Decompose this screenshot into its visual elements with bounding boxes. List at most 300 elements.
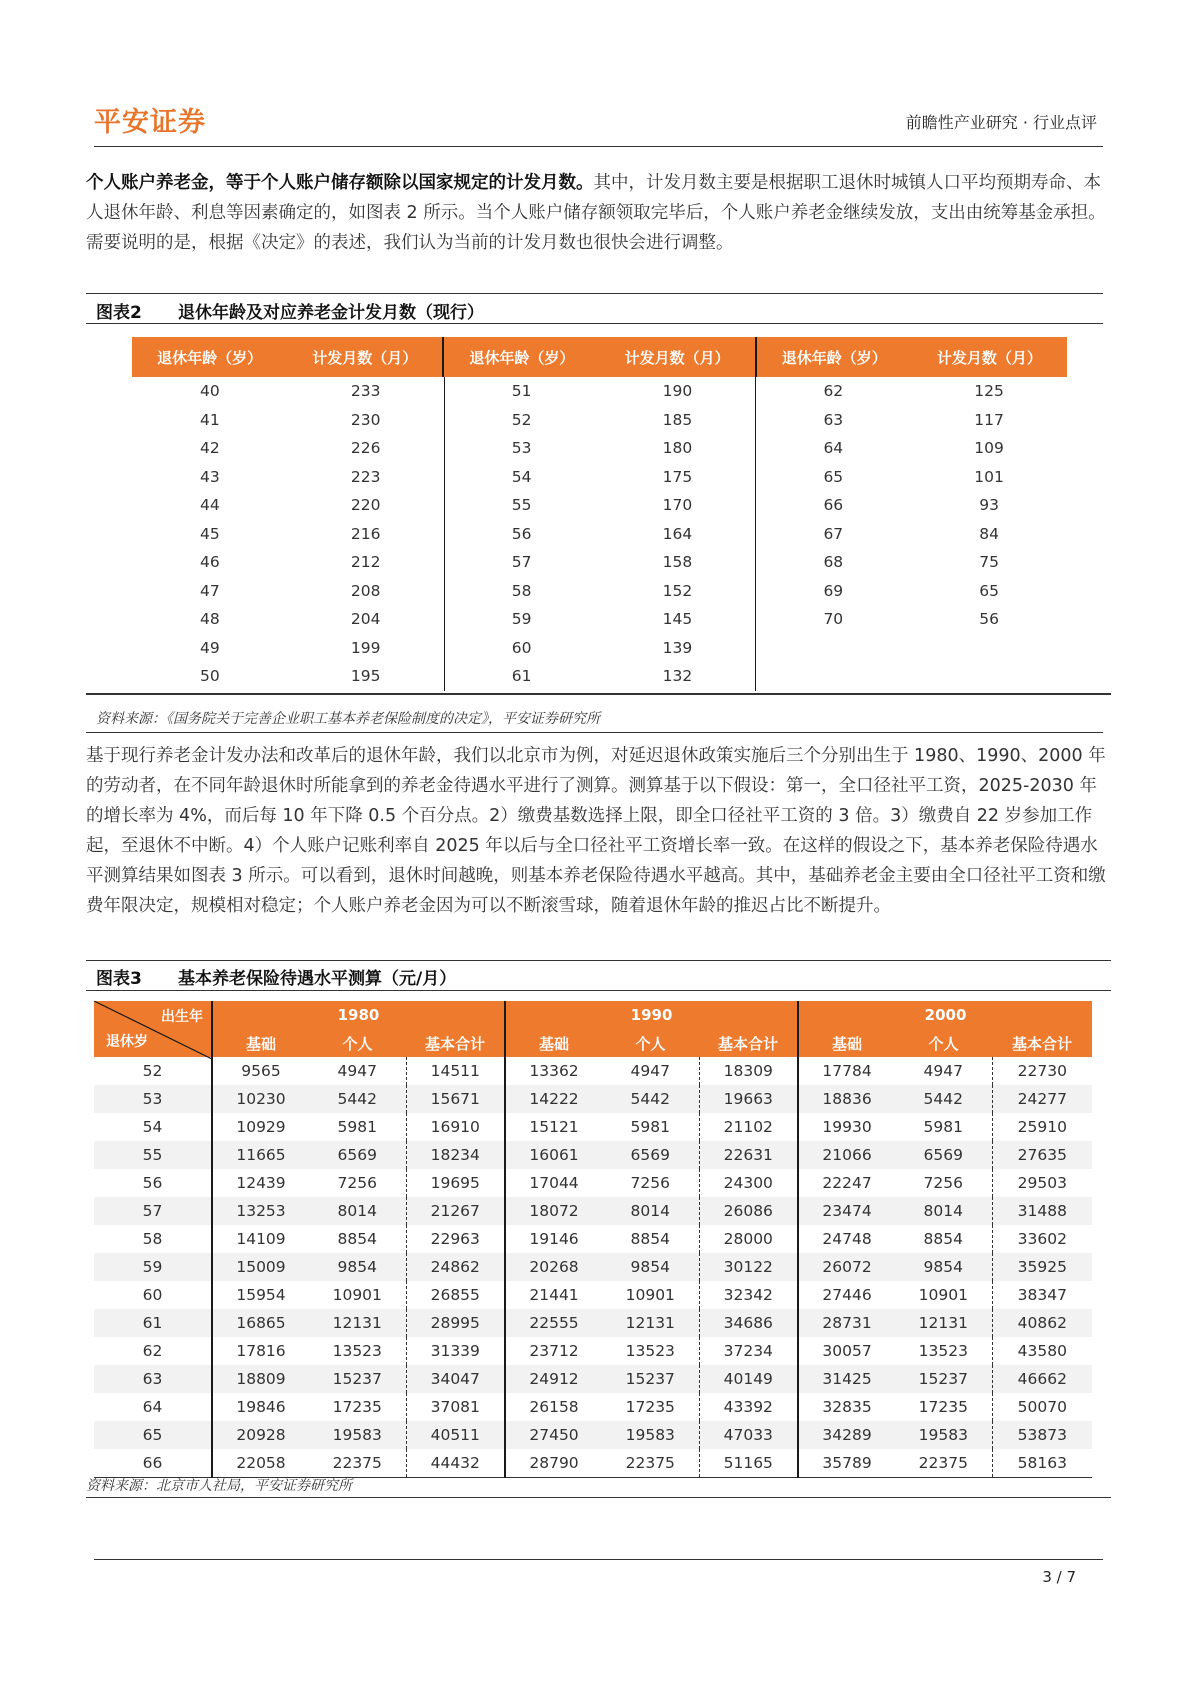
cell-value: 23474 (798, 1197, 895, 1225)
figure3-title-text: 基本养老保险待遇水平测算（元/月） (178, 969, 457, 989)
cell-value: 19930 (798, 1113, 895, 1141)
table-row (444, 463, 756, 492)
cell-value: 24912 (505, 1365, 602, 1393)
cell-value: 18234 (406, 1141, 505, 1169)
cell-value: 22375 (895, 1449, 992, 1478)
table-row (94, 1253, 1092, 1281)
figure2-title-text: 退休年龄及对应养老金计发月数（现行） (178, 303, 484, 323)
table-row (94, 1225, 1092, 1253)
cell-value: 10901 (625, 1286, 675, 1304)
cell-value: 17235 (625, 1398, 675, 1416)
cell-value: 8854 (337, 1230, 377, 1248)
cell-value: 4947 (923, 1062, 963, 1080)
cell-months: 101 (974, 467, 1004, 486)
cell-months: 145 (662, 610, 693, 629)
cell-value: 32342 (699, 1281, 798, 1309)
col-header-months: 计发月数（月） (624, 348, 730, 367)
cell-value: 34289 (798, 1421, 895, 1449)
cell-value: 13362 (505, 1057, 602, 1085)
cell-value: 6569 (309, 1141, 406, 1169)
cell-value: 24277 (992, 1085, 1092, 1113)
cell-value: 5442 (309, 1085, 406, 1113)
figure2-bottom-rule (86, 693, 1111, 695)
cell-retire-age: 57 (94, 1197, 212, 1225)
cell-value: 8014 (895, 1197, 992, 1225)
table-row (755, 491, 1067, 520)
sub-header-total: 基本合计 (406, 1029, 505, 1057)
cell-value: 15009 (212, 1253, 309, 1281)
figure3-top-rule (86, 960, 1111, 961)
table2-body (132, 377, 1067, 691)
figure2-title-rule (86, 323, 1103, 324)
cell-value: 18809 (212, 1365, 309, 1393)
cell-months: 139 (662, 638, 693, 657)
table-row (132, 548, 444, 577)
table-row (94, 1421, 1092, 1449)
table-row (755, 605, 1067, 634)
cell-age: 47 (200, 581, 220, 600)
cell-value: 29503 (992, 1169, 1092, 1197)
cell-value: 28731 (798, 1309, 895, 1337)
cell-months: 208 (350, 581, 381, 600)
cell-value: 28790 (505, 1449, 602, 1478)
cell-value: 22631 (699, 1141, 798, 1169)
table-row (132, 577, 444, 606)
sub-header-total: 基本合计 (992, 1029, 1092, 1057)
cell-value: 20268 (505, 1253, 602, 1281)
cell-value: 44432 (406, 1449, 505, 1478)
cell-value: 14109 (212, 1225, 309, 1253)
retirement-months-table (132, 337, 1067, 691)
cell-value: 23712 (505, 1337, 602, 1365)
cell-value: 24862 (406, 1253, 505, 1281)
cell-value: 10901 (332, 1286, 382, 1304)
table-row (755, 577, 1067, 606)
cell-value: 10929 (212, 1113, 309, 1141)
table-row (755, 434, 1067, 463)
col-header-age: 退休年龄（岁） (781, 348, 887, 367)
cell-value: 10230 (212, 1085, 309, 1113)
cell-value: 12439 (212, 1169, 309, 1197)
table-row (94, 1337, 1092, 1365)
pension-level-table (94, 1001, 1092, 1478)
cell-retire-age: 55 (94, 1141, 212, 1169)
cell-value: 37234 (699, 1337, 798, 1365)
table2-column-group (444, 377, 756, 691)
cell-retire-age: 58 (142, 1230, 163, 1248)
cell-age: 60 (511, 638, 532, 657)
cell-months: 204 (350, 610, 381, 629)
table-row (94, 1197, 1092, 1225)
cell-age: 53 (511, 439, 532, 458)
cell-retire-age: 61 (94, 1309, 212, 1337)
cell-months: 158 (662, 553, 693, 572)
cell-value: 22963 (406, 1225, 505, 1253)
cell-age: 41 (200, 410, 220, 429)
cell-value: 24300 (699, 1169, 798, 1197)
table-row (444, 377, 756, 406)
cell-value: 6569 (895, 1141, 992, 1169)
table2-header (132, 337, 1067, 377)
table-row (132, 520, 444, 549)
cell-value: 21441 (505, 1281, 602, 1309)
figure3-title-rule (86, 990, 1111, 991)
figure2-title (96, 298, 484, 323)
cell-retire-age: 64 (142, 1398, 163, 1416)
cell-value: 32835 (798, 1393, 895, 1421)
cell-value: 9565 (212, 1057, 309, 1085)
cell-age: 57 (511, 553, 532, 572)
cell-value: 20928 (212, 1421, 309, 1449)
cell-value: 22555 (505, 1309, 602, 1337)
cell-value: 30057 (798, 1337, 895, 1365)
cell-age: 68 (823, 553, 844, 572)
cell-months: 117 (974, 410, 1004, 429)
cell-value: 5981 (923, 1118, 963, 1136)
cell-value: 38347 (992, 1281, 1092, 1309)
cell-value: 16865 (212, 1309, 309, 1337)
corner-retire-age-label: 退休岁 (106, 1034, 148, 1050)
cell-value: 15954 (212, 1281, 309, 1309)
cell-value: 30122 (699, 1253, 798, 1281)
table-row (94, 1169, 1092, 1197)
year-header-1990: 1990 (505, 1001, 798, 1029)
cell-value: 13523 (332, 1342, 382, 1360)
cell-age: 44 (200, 496, 220, 515)
figure3-source-rule (86, 1497, 1111, 1498)
cell-value: 13523 (918, 1342, 968, 1360)
cell-months: 132 (662, 667, 693, 686)
table2-column-group (132, 377, 444, 691)
cell-value: 18072 (505, 1197, 602, 1225)
table-row (94, 1057, 1092, 1085)
cell-value: 17816 (212, 1337, 309, 1365)
cell-age: 48 (200, 610, 220, 629)
cell-value: 13253 (212, 1197, 309, 1225)
cell-value: 4947 (630, 1062, 670, 1080)
cell-age: 62 (823, 382, 844, 401)
cell-value: 14222 (505, 1085, 602, 1113)
cell-months: 75 (979, 553, 999, 572)
table-row (132, 434, 444, 463)
table-row (94, 1393, 1092, 1421)
cell-value: 58163 (992, 1449, 1092, 1478)
cell-age: 65 (823, 467, 844, 486)
cell-value: 19695 (406, 1169, 505, 1197)
footer-divider (94, 1559, 1103, 1560)
table-row (444, 434, 756, 463)
table-row (132, 634, 444, 663)
cell-months: 170 (662, 496, 693, 515)
table-row (94, 1281, 1092, 1309)
cell-value: 43392 (699, 1393, 798, 1421)
cell-value: 19846 (212, 1393, 309, 1421)
cell-value: 17235 (332, 1398, 382, 1416)
cell-value: 43580 (992, 1337, 1092, 1365)
cell-age: 67 (823, 524, 844, 543)
cell-value: 5981 (630, 1118, 670, 1136)
sub-header-basic: 基础 (505, 1029, 602, 1057)
cell-months: 220 (350, 496, 381, 515)
cell-age: 58 (511, 581, 532, 600)
paragraph-pension-estimate: 基于现行养老金计发办法和改革后的退休年龄，我们以北京市为例，对延迟退休政策实施后三个分别出生于 1980、1990、2000 年的劳动者，在不同年龄退休时所能拿到的养老金待遇水平进行了测算。测算基于以下假设：第一，全口径社平工资，2025-2030 年的增长率为 4%，而后每 10 年下降 0.5 个百分点。2）缴费基数选择上限，即全口径社平工资的 3 倍。3）缴费自 22 岁参加工作起，至退休不中断。4）个人账户记账利率自 2025 年以后与全口径社平工资增长率一致。在这样的假设之下，基本养老保险待遇水平测算结果如图表 3 所示。可以看到，退休时间越晚，则基本养老保险待遇水平越高。其中，基础养老金主要由全口径社平工资和缴费年限决定，规模相对稳定；个人账户养老金因为可以不断滚雪球，随着退休年龄的推迟占比不断提升。 (86, 746, 1106, 916)
cell-value: 18309 (699, 1057, 798, 1085)
cell-value: 6569 (602, 1141, 699, 1169)
table-row (444, 406, 756, 435)
figure2-source-rule (86, 732, 1103, 733)
cell-value: 31488 (992, 1197, 1092, 1225)
cell-value: 28000 (699, 1225, 798, 1253)
cell-value: 40862 (992, 1309, 1092, 1337)
figure3-source: 资料来源：北京市人社局，平安证券研究所 (86, 1478, 352, 1494)
sub-header-personal: 个人 (602, 1029, 699, 1057)
cell-value: 19583 (895, 1421, 992, 1449)
cell-value: 26086 (699, 1197, 798, 1225)
cell-value: 12131 (602, 1309, 699, 1337)
cell-value: 15237 (309, 1365, 406, 1393)
cell-value: 4947 (337, 1062, 377, 1080)
table-row (444, 548, 756, 577)
cell-value: 16061 (505, 1141, 602, 1169)
table-row (94, 1113, 1092, 1141)
cell-age: 54 (511, 467, 532, 486)
cell-value: 40149 (699, 1365, 798, 1393)
sub-header-personal: 个人 (895, 1029, 992, 1057)
cell-value: 35789 (798, 1449, 895, 1478)
year-header-2000: 2000 (798, 1001, 1092, 1029)
table-row (444, 520, 756, 549)
cell-age: 50 (200, 667, 220, 686)
year-header-1980: 1980 (212, 1001, 505, 1029)
corner-birth-year-label: 出生年 (161, 1009, 203, 1025)
table2-column-group (755, 377, 1067, 691)
cell-value: 7256 (630, 1174, 670, 1192)
table-row (94, 1141, 1092, 1169)
cell-value: 8014 (602, 1197, 699, 1225)
cell-months: 56 (979, 610, 999, 629)
cell-age: 51 (511, 382, 532, 401)
table3-body (94, 1057, 1092, 1478)
cell-months: 190 (662, 382, 693, 401)
figure2-source: 资料来源：《国务院关于完善企业职工基本养老保险制度的决定》，平安证券研究所 (96, 711, 600, 727)
cell-value: 17235 (918, 1398, 968, 1416)
table-row (132, 377, 444, 406)
cell-value: 11665 (212, 1141, 309, 1169)
cell-months: 195 (350, 667, 381, 686)
cell-retire-age: 56 (142, 1174, 163, 1192)
cell-retire-age: 53 (94, 1085, 212, 1113)
cell-age: 46 (200, 553, 220, 572)
cell-value: 15237 (602, 1365, 699, 1393)
table-row (94, 1309, 1092, 1337)
cell-value: 35925 (992, 1253, 1092, 1281)
cell-value: 22730 (992, 1057, 1092, 1085)
cell-age: 66 (823, 496, 844, 515)
table-row (444, 662, 756, 691)
cell-age: 70 (823, 610, 844, 629)
cell-months: 180 (662, 439, 693, 458)
table-row (755, 520, 1067, 549)
cell-value: 26158 (505, 1393, 602, 1421)
cell-months: 152 (662, 581, 693, 600)
cell-value: 27450 (505, 1421, 602, 1449)
sub-header-total: 基本合计 (699, 1029, 798, 1057)
page-number: 3 / 7 (1042, 1568, 1076, 1586)
cell-value: 47033 (699, 1421, 798, 1449)
table-row (444, 491, 756, 520)
table-row (132, 605, 444, 634)
cell-value: 27635 (992, 1141, 1092, 1169)
cell-months: 233 (350, 382, 381, 401)
cell-value: 9854 (309, 1253, 406, 1281)
cell-months: 109 (974, 439, 1004, 458)
report-type: 前瞻性产业研究 · 行业点评 (905, 113, 1097, 132)
header-divider (94, 146, 1103, 147)
sub-header-basic: 基础 (212, 1029, 309, 1057)
cell-months: 226 (350, 439, 381, 458)
table-row (132, 662, 444, 691)
cell-value: 9854 (895, 1253, 992, 1281)
cell-value: 16910 (406, 1113, 505, 1141)
cell-value: 7256 (337, 1174, 377, 1192)
cell-age: 56 (511, 524, 532, 543)
col-header-age: 退休年龄（岁） (469, 348, 575, 367)
cell-value: 19583 (309, 1421, 406, 1449)
cell-months: 84 (979, 524, 999, 543)
cell-months: 175 (662, 467, 693, 486)
cell-value: 19663 (699, 1085, 798, 1113)
cell-value: 53873 (992, 1421, 1092, 1449)
figure3-number: 图表3 (96, 969, 142, 989)
cell-value: 25910 (992, 1113, 1092, 1141)
cell-value: 21267 (406, 1197, 505, 1225)
cell-value: 5442 (895, 1085, 992, 1113)
cell-age: 40 (200, 382, 220, 401)
cell-retire-age: 59 (94, 1253, 212, 1281)
cell-retire-age: 60 (142, 1286, 163, 1304)
table-row (755, 548, 1067, 577)
cell-value: 8854 (923, 1230, 963, 1248)
cell-value: 22375 (309, 1449, 406, 1478)
cell-months: 223 (350, 467, 381, 486)
cell-value: 7256 (923, 1174, 963, 1192)
cell-value: 27446 (798, 1281, 895, 1309)
col-header-age: 退休年龄（岁） (157, 348, 263, 367)
table-row (94, 1449, 1092, 1478)
cell-months: 65 (979, 581, 999, 600)
sub-header-basic: 基础 (798, 1029, 895, 1057)
cell-value: 46662 (992, 1365, 1092, 1393)
cell-age: 63 (823, 410, 844, 429)
cell-value: 26072 (798, 1253, 895, 1281)
cell-value: 9854 (602, 1253, 699, 1281)
cell-value: 31339 (406, 1337, 505, 1365)
cell-value: 19583 (602, 1421, 699, 1449)
cell-age: 42 (200, 439, 220, 458)
cell-value: 15237 (895, 1365, 992, 1393)
paragraph-personal-account (86, 168, 1111, 258)
cell-retire-age: 63 (94, 1365, 212, 1393)
cell-value: 34047 (406, 1365, 505, 1393)
table-row (132, 463, 444, 492)
col-header-months: 计发月数（月） (312, 348, 418, 367)
cell-value: 51165 (699, 1449, 798, 1478)
table-row (444, 605, 756, 634)
cell-retire-age: 54 (142, 1118, 163, 1136)
cell-months: 230 (350, 410, 381, 429)
cell-value: 50070 (992, 1393, 1092, 1421)
figure3-title (96, 964, 456, 989)
figure2-top-rule (86, 293, 1103, 294)
table-row (132, 491, 444, 520)
cell-age: 69 (823, 581, 844, 600)
cell-value: 5981 (337, 1118, 377, 1136)
cell-value: 31425 (798, 1365, 895, 1393)
table-row (755, 406, 1067, 435)
cell-months: 185 (662, 410, 693, 429)
cell-value: 8014 (309, 1197, 406, 1225)
cell-months: 93 (979, 496, 999, 515)
cell-retire-age: 66 (94, 1449, 212, 1478)
cell-months: 212 (350, 553, 381, 572)
cell-value: 21066 (798, 1141, 895, 1169)
cell-value: 17784 (798, 1057, 895, 1085)
cell-value: 37081 (406, 1393, 505, 1421)
cell-age: 52 (511, 410, 532, 429)
cell-value: 21102 (699, 1113, 798, 1141)
figure2-number: 图表2 (96, 303, 142, 323)
cell-value: 15671 (406, 1085, 505, 1113)
cell-value: 33602 (992, 1225, 1092, 1253)
cell-value: 22058 (212, 1449, 309, 1478)
cell-retire-age: 62 (142, 1342, 163, 1360)
cell-months: 199 (350, 638, 381, 657)
table-row (755, 377, 1067, 406)
table-row (132, 406, 444, 435)
cell-value: 24748 (798, 1225, 895, 1253)
table-row (444, 577, 756, 606)
brand-logo: 平安证券 (94, 107, 206, 138)
cell-age: 64 (823, 439, 844, 458)
cell-value: 17044 (505, 1169, 602, 1197)
cell-age: 43 (200, 467, 220, 486)
cell-age: 59 (511, 610, 532, 629)
cell-value: 40511 (406, 1421, 505, 1449)
cell-value: 34686 (699, 1309, 798, 1337)
table-row (444, 634, 756, 663)
cell-months: 125 (974, 382, 1004, 401)
cell-value: 10901 (918, 1286, 968, 1304)
paragraph-lead: 个人账户养老金，等于个人账户储存额除以国家规定的计发月数。 (86, 173, 594, 193)
cell-value: 14511 (406, 1057, 505, 1085)
paragraph-body: 其中，计发月数主要是根据职工退休时城镇人口平均预期寿命、本人退休年龄、利息等因素确定的，如图表 2 所示。当个人账户储存额领取完毕后，个人账户养老金继续发放，支出由统筹基金承担。需要说明的是，根据《决定》的表述，我们认为当前的计发月数也很快会进行调整。 (86, 173, 1106, 253)
cell-value: 13523 (625, 1342, 675, 1360)
cell-value: 22375 (602, 1449, 699, 1478)
cell-value: 8854 (630, 1230, 670, 1248)
cell-age: 49 (200, 638, 220, 657)
table-row (94, 1365, 1092, 1393)
cell-value: 26855 (406, 1281, 505, 1309)
table-row (94, 1085, 1092, 1113)
cell-retire-age: 65 (94, 1421, 212, 1449)
cell-age: 55 (511, 496, 532, 515)
table-row (755, 463, 1067, 492)
cell-value: 22247 (798, 1169, 895, 1197)
cell-months: 216 (350, 524, 381, 543)
cell-age: 45 (200, 524, 220, 543)
cell-value: 12131 (895, 1309, 992, 1337)
cell-value: 19146 (505, 1225, 602, 1253)
